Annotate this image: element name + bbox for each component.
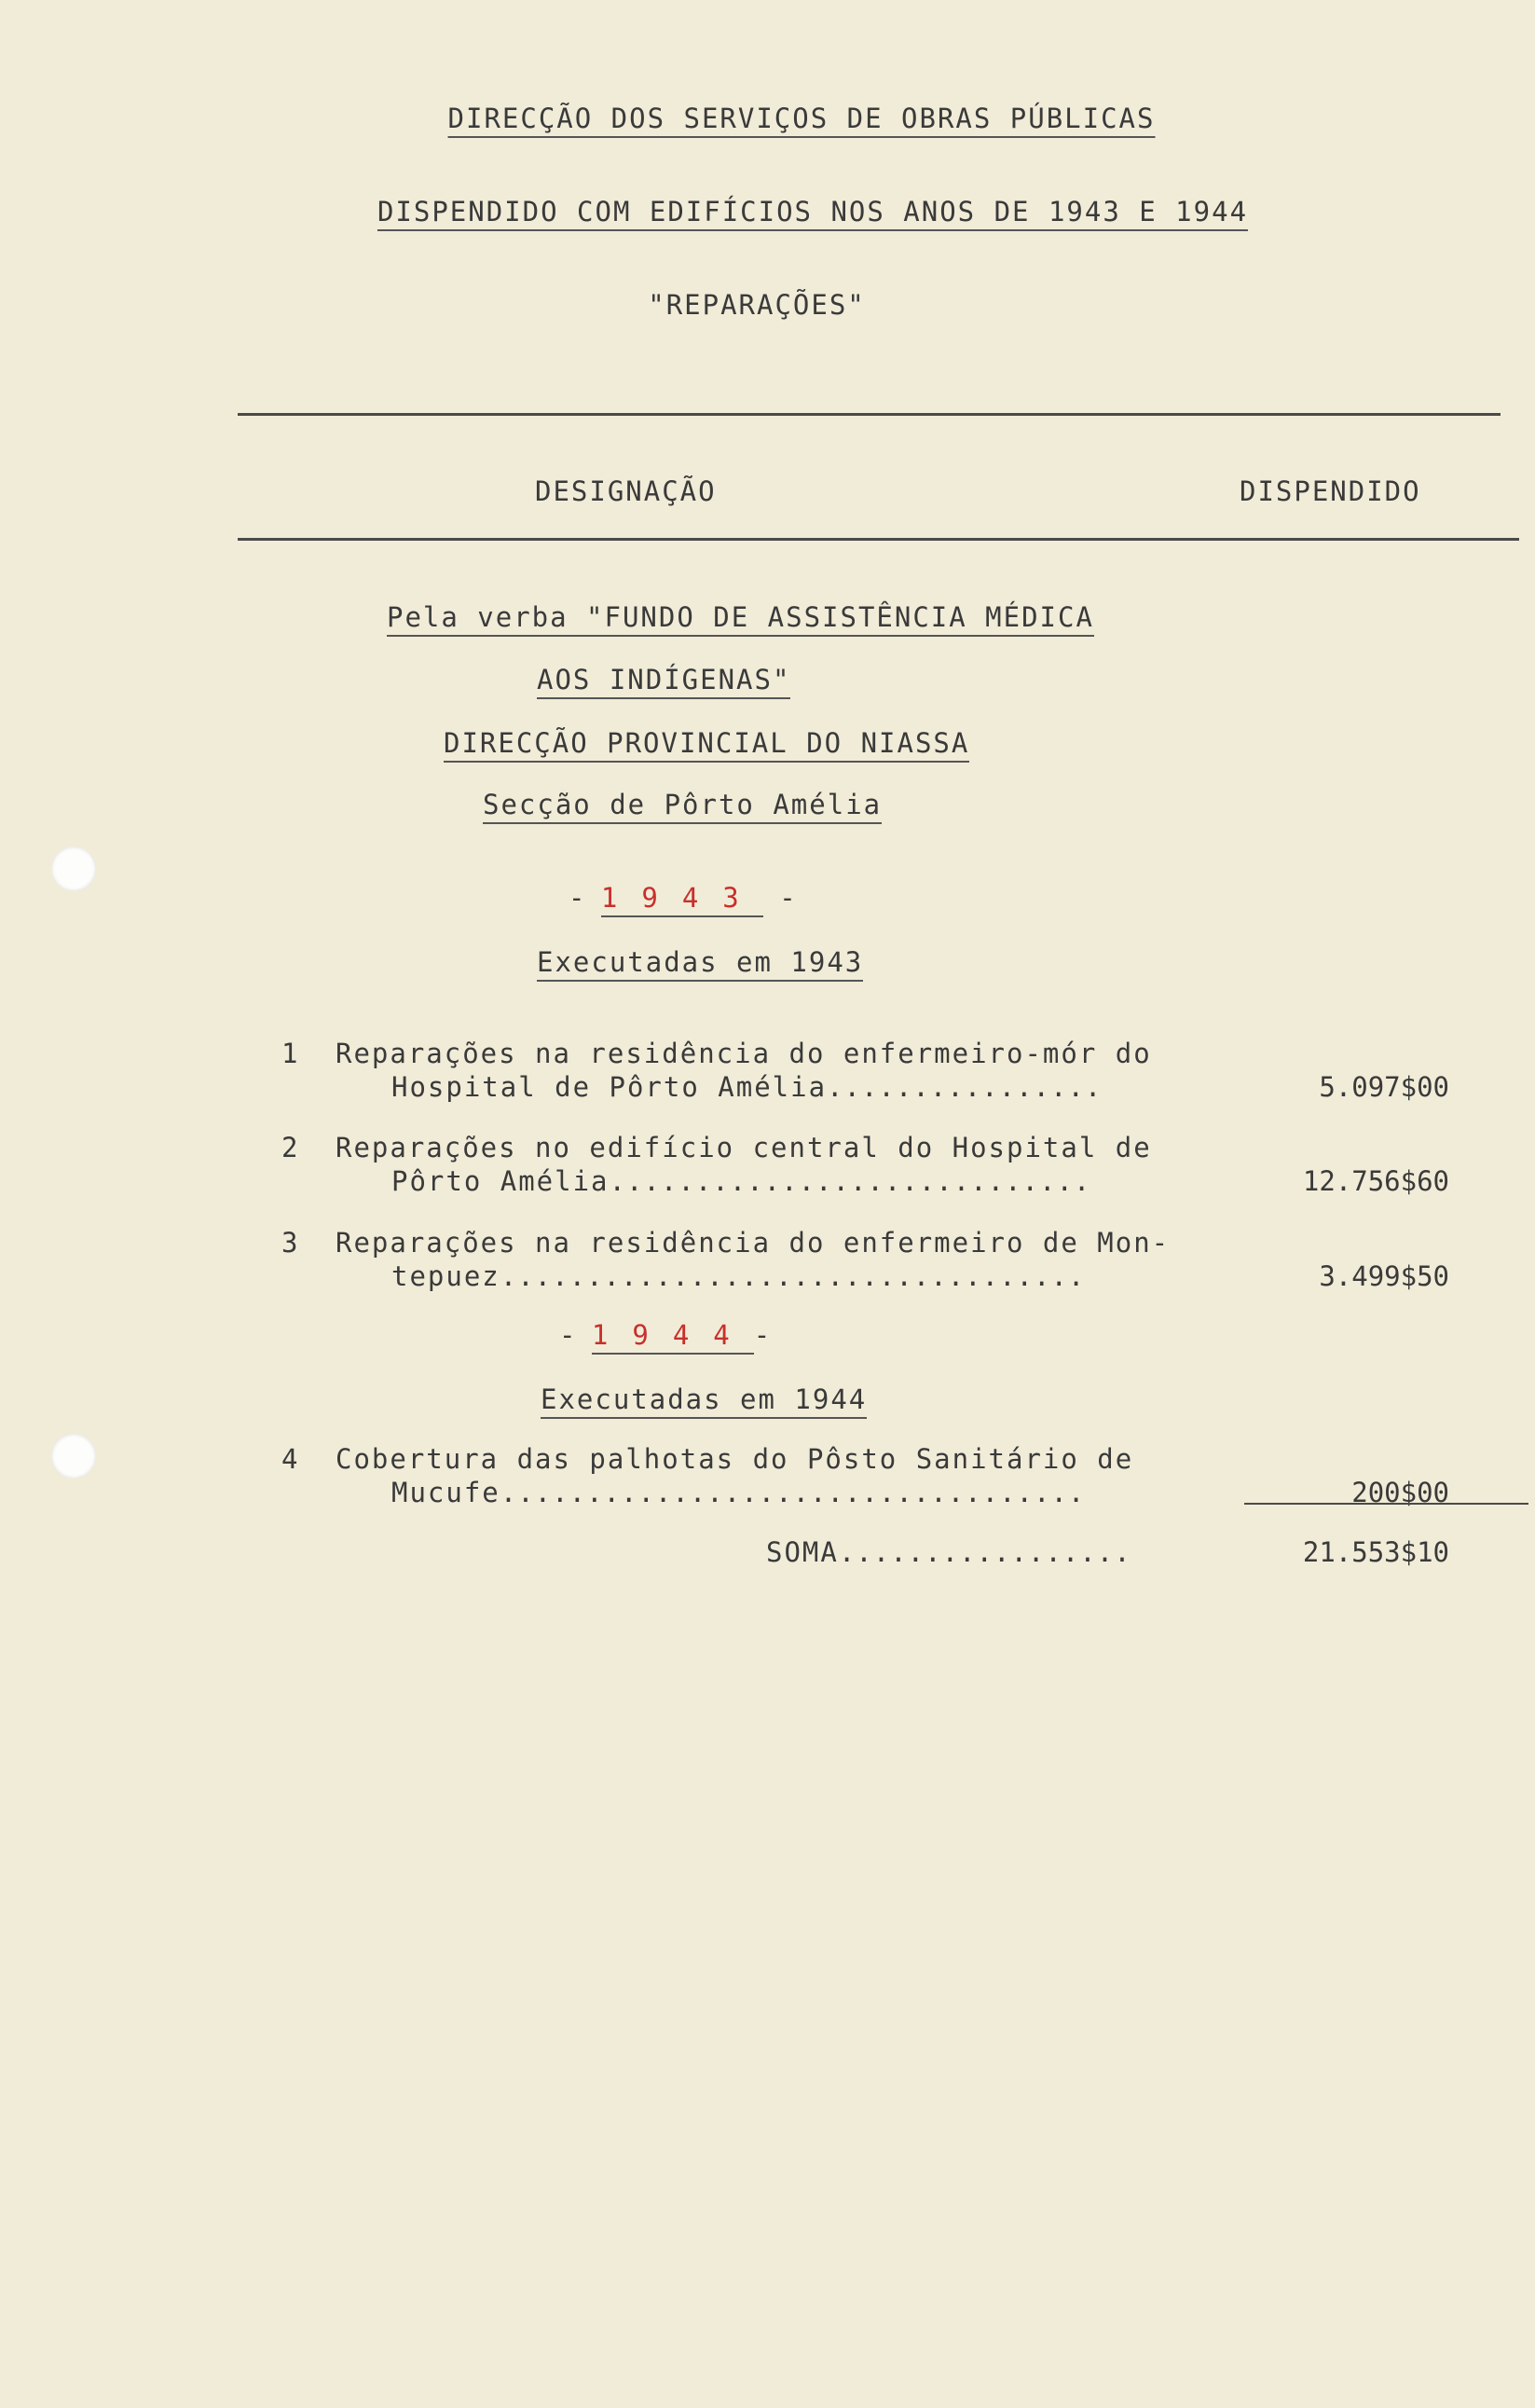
header-title: DIRECÇÃO DOS SERVIÇOS DE OBRAS PÚBLICAS [448, 103, 1156, 138]
item-amount: 3.499$50 [1319, 1260, 1449, 1292]
leader-dots: ............................ [609, 1165, 1091, 1197]
verba-line2: AOS INDÍGENAS" [537, 664, 790, 699]
leader-dots: .................................. [500, 1260, 1086, 1292]
item-description-line1: Cobertura das palhotas do Pôsto Sanitário de [336, 1443, 1134, 1475]
total-amount: 21.553$10 [1302, 1536, 1449, 1568]
item-amount: 200$00 [1351, 1477, 1449, 1508]
item-description-line2-text: Pôrto Amélia [391, 1165, 610, 1197]
sum-rule [1244, 1503, 1528, 1505]
item-description-line1: Reparações na residência do enfermeiro-mór do [336, 1038, 1152, 1069]
item-description-line2 [391, 1260, 1085, 1292]
item-description-line2-text: Mucufe [391, 1477, 500, 1508]
year-1943-heading: - 1943 - [569, 882, 796, 914]
column-spent: DISPENDIDO [1240, 475, 1421, 507]
year-1943: 1943 [601, 882, 763, 917]
column-designation: DESIGNAÇÃO [535, 475, 717, 507]
item-number: 2 [281, 1132, 298, 1163]
item-description-line2 [391, 1165, 1090, 1197]
item-amount: 12.756$60 [1302, 1165, 1449, 1197]
executadas-1944: Executadas em 1944 [541, 1383, 867, 1419]
item-description-line2-text: tepuez [391, 1260, 500, 1292]
executadas-1943: Executadas em 1943 [537, 946, 863, 982]
leader-dots: ................ [827, 1071, 1103, 1103]
total-row: SOMA................. [766, 1536, 1131, 1568]
punch-hole-top [51, 846, 96, 891]
item-description-line2 [391, 1477, 1085, 1508]
leader-dots: .................................. [500, 1477, 1086, 1508]
direction-line: DIRECÇÃO PROVINCIAL DO NIASSA [444, 727, 969, 763]
seccao-line: Secção de Pôrto Amélia [483, 789, 882, 824]
item-description-line2-text: Hospital de Pôrto Amélia [391, 1071, 828, 1103]
header-reparacoes: "REPARAÇÕES" [648, 289, 866, 321]
year-1944-heading: - 1944- [559, 1319, 770, 1351]
punch-hole-bottom [51, 1434, 96, 1479]
top-rule [238, 413, 1501, 416]
total-label: SOMA [766, 1536, 839, 1568]
item-description-line1: Reparações no edifício central do Hospital de [336, 1132, 1152, 1163]
verba-line1: Pela verba "FUNDO DE ASSISTÊNCIA MÉDICA [387, 601, 1094, 637]
year-1944: 1944 [592, 1319, 754, 1355]
item-number: 1 [281, 1038, 298, 1069]
item-description-line1: Reparações na residência do enfermeiro de Mon- [336, 1227, 1171, 1259]
item-number: 4 [281, 1443, 298, 1475]
item-amount: 5.097$00 [1319, 1071, 1449, 1103]
item-number: 3 [281, 1227, 298, 1259]
header-subtitle: DISPENDIDO COM EDIFÍCIOS NOS ANOS DE 1943 E 1944 [377, 196, 1248, 231]
item-description-line2 [391, 1071, 1102, 1103]
header-rule [238, 538, 1519, 541]
